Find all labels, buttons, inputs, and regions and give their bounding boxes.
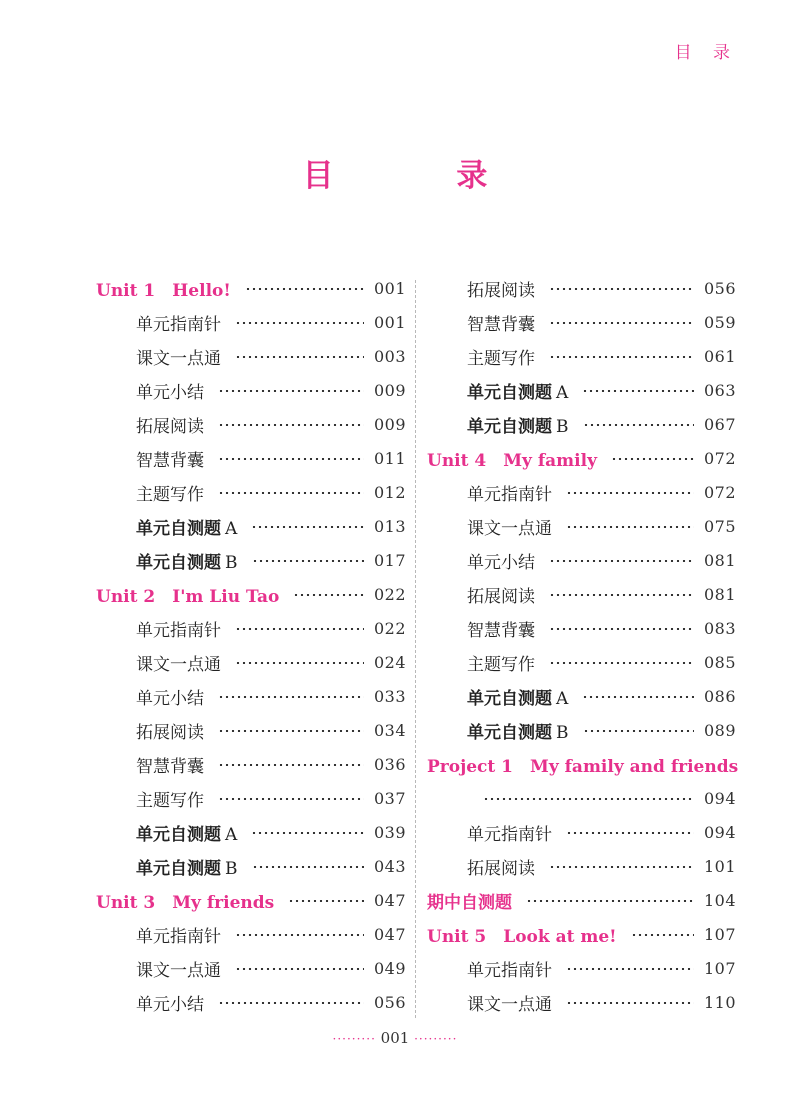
toc-entry-label-main: 单元自测题: [467, 382, 552, 403]
toc-page-number: 061: [703, 346, 736, 366]
toc-entry-section[interactable]: [96, 373, 406, 407]
leader-dots: [252, 866, 364, 868]
toc-entry-section[interactable]: [427, 577, 736, 611]
toc-page-number: 043: [373, 856, 406, 876]
toc-entry-label: Unit 1 Hello!: [96, 280, 231, 301]
toc-entry-test[interactable]: [427, 373, 736, 407]
toc-entry-section[interactable]: [96, 747, 406, 781]
toc-page-number: 083: [703, 618, 736, 638]
toc-entry-label: 课文一点通: [136, 960, 221, 981]
toc-page-number: 013: [373, 516, 406, 536]
toc-entry-label: 课文一点通: [467, 518, 552, 539]
toc-entry-section[interactable]: [427, 509, 736, 543]
toc-entry-label: 智慧背囊: [467, 314, 535, 335]
leader-dots: [566, 968, 694, 970]
toc-entry-section[interactable]: [427, 849, 736, 883]
toc-entry-section[interactable]: [427, 951, 736, 985]
leader-dots: [235, 628, 364, 630]
toc-entry-label: [136, 514, 251, 539]
toc-entry-label-main: 单元自测题: [136, 858, 221, 879]
toc-page-number: 047: [373, 890, 406, 910]
toc-entry-label: 拓展阅读: [467, 858, 535, 879]
toc-entry-label: 主题写作: [136, 484, 204, 505]
toc-page-number: 009: [373, 414, 406, 434]
toc-page-number: 107: [703, 924, 736, 944]
toc-entry-label: 主题写作: [467, 348, 535, 369]
toc-page-number: 049: [373, 958, 406, 978]
toc-entry-label: 智慧背囊: [136, 756, 204, 777]
leader-dots: [583, 730, 694, 732]
toc-entry-section[interactable]: [96, 339, 406, 373]
toc-entry-section[interactable]: [96, 781, 406, 815]
toc-page-number: 110: [703, 992, 736, 1012]
toc-entry-section[interactable]: [96, 407, 406, 441]
leader-dots: [549, 594, 694, 596]
toc-page-number: 075: [703, 516, 736, 536]
column-divider: [415, 280, 416, 1018]
toc-entry-unit[interactable]: [427, 883, 736, 917]
leader-dots: [218, 492, 364, 494]
footer-dots-right: ·········: [414, 1032, 458, 1046]
toc-entry-unit[interactable]: [427, 441, 736, 475]
toc-entry-label: 单元指南针: [467, 824, 552, 845]
toc-entry-label-main: 单元自测题: [467, 722, 552, 743]
toc-entry-test[interactable]: [96, 543, 406, 577]
toc-page-number: 022: [373, 618, 406, 638]
toc-entry-label: 智慧背囊: [467, 620, 535, 641]
toc-entry-test[interactable]: [427, 713, 736, 747]
leader-dots: [218, 798, 364, 800]
toc-entry-label: 智慧背囊: [136, 450, 204, 471]
toc-page-number: 067: [703, 414, 736, 434]
leader-dots: [631, 934, 694, 936]
footer-page-number: 001: [380, 1029, 410, 1047]
leader-dots: [566, 492, 694, 494]
toc-entry-project[interactable]: [427, 747, 739, 781]
toc-page-number: 089: [703, 720, 736, 740]
leader-dots: [483, 798, 694, 800]
toc-entry-section[interactable]: [427, 815, 736, 849]
toc-page-number: 081: [703, 550, 736, 570]
toc-page-number: 101: [703, 856, 736, 876]
toc-entry-section[interactable]: [96, 645, 406, 679]
toc-page-number: 081: [703, 584, 736, 604]
toc-entry-continuation[interactable]: [427, 781, 736, 815]
toc-entry-test[interactable]: [427, 407, 736, 441]
toc-entry-label: [467, 378, 582, 403]
toc-entry-label: 拓展阅读: [136, 722, 204, 743]
toc-page-number: 056: [373, 992, 406, 1012]
toc-page-number: 056: [703, 278, 736, 298]
toc-entry-label-suffix: B: [225, 858, 238, 879]
toc-page-number: 072: [703, 448, 736, 468]
toc-entry-label: 课文一点通: [467, 994, 552, 1015]
toc-entry-label: 拓展阅读: [467, 280, 535, 301]
leader-dots: [218, 730, 364, 732]
toc-entry-section[interactable]: [96, 951, 406, 985]
leader-dots: [218, 696, 364, 698]
leader-dots: [235, 322, 364, 324]
leader-dots: [549, 560, 694, 562]
toc-entry-test[interactable]: [96, 849, 406, 883]
toc-entry-label: 拓展阅读: [467, 586, 535, 607]
toc-page-number: 017: [373, 550, 406, 570]
leader-dots: [549, 356, 694, 358]
toc-page-number: 036: [373, 754, 406, 774]
toc-page-number: 104: [703, 890, 736, 910]
toc-entry-label: 主题写作: [467, 654, 535, 675]
toc-entry-label: Unit 2 I'm Liu Tao: [96, 586, 280, 607]
toc-entry-section[interactable]: [427, 611, 736, 645]
toc-page-number: 009: [373, 380, 406, 400]
leader-dots: [566, 526, 694, 528]
leader-dots: [583, 424, 694, 426]
toc-entry-section[interactable]: [96, 985, 406, 1019]
toc-page-number: 039: [373, 822, 406, 842]
toc-entry-section[interactable]: [427, 271, 736, 305]
toc-entry-section[interactable]: [96, 305, 406, 339]
toc-entry-test[interactable]: [96, 509, 406, 543]
toc-entry-label: 单元指南针: [136, 926, 221, 947]
toc-page-number: 024: [373, 652, 406, 672]
toc-page-number: 033: [373, 686, 406, 706]
toc-entry-label-suffix: A: [556, 688, 569, 709]
toc-entry-section[interactable]: [96, 441, 406, 475]
toc-page-number: 037: [373, 788, 406, 808]
toc-entry-section[interactable]: [427, 339, 736, 373]
toc-entry-label: 单元小结: [136, 688, 204, 709]
toc-page-number: 022: [373, 584, 406, 604]
toc-page-number: 003: [373, 346, 406, 366]
toc-entry-label: [467, 684, 582, 709]
toc-entry-section[interactable]: [427, 985, 736, 1019]
toc-entry-label: [136, 854, 252, 879]
leader-dots: [566, 832, 694, 834]
leader-dots: [549, 628, 694, 630]
toc-entry-unit[interactable]: [427, 917, 736, 951]
toc-entry-section[interactable]: [96, 713, 406, 747]
page-title: 目 录: [302, 158, 544, 194]
toc-page-number: 034: [373, 720, 406, 740]
toc-entry-label: 单元指南针: [136, 314, 221, 335]
leader-dots: [549, 662, 694, 664]
leader-dots: [549, 866, 694, 868]
toc-page-number: 012: [373, 482, 406, 502]
leader-dots: [549, 322, 694, 324]
page-footer: [0, 1029, 790, 1047]
leader-dots: [288, 900, 364, 902]
toc-entry-label: [136, 548, 252, 573]
toc-entry-label-suffix: B: [556, 416, 569, 437]
toc-page-number: 107: [703, 958, 736, 978]
toc-entry-label: 单元小结: [136, 382, 204, 403]
toc-entry-section[interactable]: [96, 917, 406, 951]
toc-entry-test[interactable]: [96, 815, 406, 849]
toc-entry-unit[interactable]: [96, 577, 406, 611]
toc-entry-label-main: 单元自测题: [136, 552, 221, 573]
leader-dots: [218, 424, 364, 426]
leader-dots: [235, 662, 364, 664]
toc-page-number: 094: [703, 822, 736, 842]
toc-entry-label: Unit 5 Look at me!: [427, 926, 617, 947]
running-head: 目 录: [674, 43, 738, 63]
toc-entry-label: 单元指南针: [467, 960, 552, 981]
leader-dots: [582, 390, 694, 392]
toc-entry-section[interactable]: [427, 475, 736, 509]
toc-entry-section[interactable]: [427, 645, 736, 679]
toc-entry-test[interactable]: [427, 679, 736, 713]
toc-page-number: 059: [703, 312, 736, 332]
leader-dots: [245, 288, 364, 290]
leader-dots: [218, 764, 364, 766]
leader-dots: [611, 458, 694, 460]
toc-right-column: [427, 271, 739, 1019]
toc-entry-label: [136, 820, 251, 845]
toc-entry-label-suffix: A: [225, 518, 238, 539]
toc-left-column: [96, 271, 406, 1019]
toc-page-number: 086: [703, 686, 736, 706]
toc-page-number: 011: [373, 448, 406, 468]
leader-dots: [582, 696, 694, 698]
toc-entry-label: 单元指南针: [467, 484, 552, 505]
toc-entry-label: [467, 412, 583, 437]
leader-dots: [218, 458, 364, 460]
toc-page-number: 085: [703, 652, 736, 672]
toc-entry-section[interactable]: [96, 679, 406, 713]
toc-entry-label-suffix: B: [556, 722, 569, 743]
toc-entry-label-main: 单元自测题: [136, 824, 221, 845]
toc-entry-label-main: 单元自测题: [136, 518, 221, 539]
footer-dots-left: ·········: [332, 1032, 376, 1046]
toc-entry-label-main: 单元自测题: [467, 416, 552, 437]
toc-page-number: 063: [703, 380, 736, 400]
toc-entry-section[interactable]: [427, 305, 736, 339]
toc-entry-label: 课文一点通: [136, 348, 221, 369]
leader-dots: [235, 968, 364, 970]
leader-dots: [549, 288, 694, 290]
toc-page-number: 001: [373, 278, 406, 298]
toc-entry-section[interactable]: [427, 543, 736, 577]
leader-dots: [235, 934, 364, 936]
leader-dots: [251, 526, 364, 528]
leader-dots: [252, 560, 364, 562]
toc-entry-label: 单元小结: [467, 552, 535, 573]
toc-entry-label: Unit 3 My friends: [96, 892, 275, 913]
toc-entry-label: 课文一点通: [136, 654, 221, 675]
toc-entry-label: 期中自测题: [427, 892, 512, 913]
leader-dots: [251, 832, 364, 834]
toc-entry-label-suffix: A: [556, 382, 569, 403]
toc-entry-label: 拓展阅读: [136, 416, 204, 437]
toc-page-number: 001: [373, 312, 406, 332]
toc-entry-unit[interactable]: [96, 271, 406, 305]
toc-entry-section[interactable]: [96, 611, 406, 645]
toc-page-number: 094: [703, 788, 736, 808]
toc-entry-label-main: 单元自测题: [467, 688, 552, 709]
toc-entry-label: 单元小结: [136, 994, 204, 1015]
toc-entry-label: [467, 718, 583, 743]
leader-dots: [218, 1002, 364, 1004]
toc-entry-label: 主题写作: [136, 790, 204, 811]
toc-page-number: 047: [373, 924, 406, 944]
toc-entry-section[interactable]: [96, 475, 406, 509]
toc-page-number: 072: [703, 482, 736, 502]
leader-dots: [293, 594, 364, 596]
leader-dots: [218, 390, 364, 392]
leader-dots: [566, 1002, 694, 1004]
toc-entry-unit[interactable]: [96, 883, 406, 917]
toc-entry-label-suffix: A: [225, 824, 238, 845]
leader-dots: [235, 356, 364, 358]
toc-entry-label-suffix: B: [225, 552, 238, 573]
leader-dots: [526, 900, 694, 902]
toc-entry-label: Project 1 My family and friends: [427, 756, 739, 777]
toc-entry-label: 单元指南针: [136, 620, 221, 641]
toc-entry-label: Unit 4 My family: [427, 450, 597, 471]
